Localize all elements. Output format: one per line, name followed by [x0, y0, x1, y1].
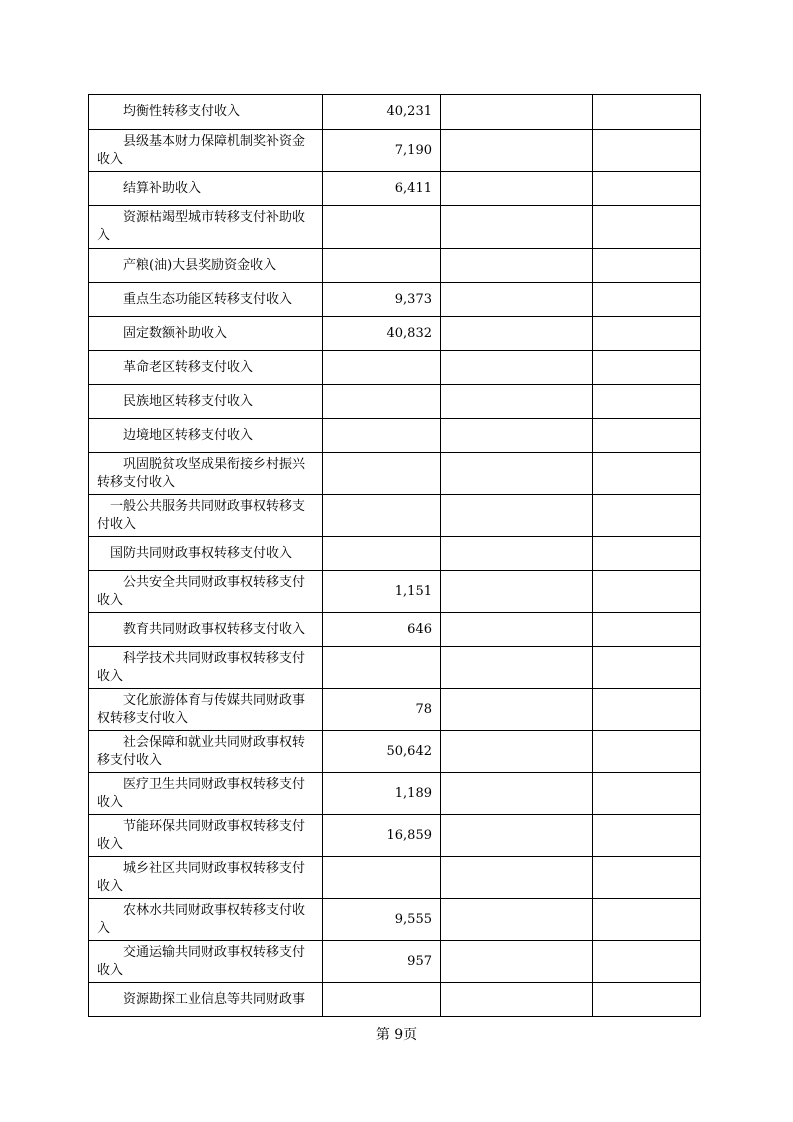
row-value: 7,190 [323, 130, 441, 172]
row-value: 1,151 [323, 571, 441, 613]
page-number: 第 9页 [375, 1027, 418, 1043]
row-label: 均衡性转移支付收入 [89, 95, 323, 130]
empty-cell [593, 731, 701, 773]
empty-cell [441, 537, 593, 571]
empty-cell [593, 941, 701, 983]
row-value: 50,642 [323, 731, 441, 773]
empty-cell [441, 130, 593, 172]
row-label: 医疗卫生共同财政事权转移支付收入 [89, 773, 323, 815]
row-label: 民族地区转移支付收入 [89, 385, 323, 419]
empty-cell [593, 351, 701, 385]
row-label: 一般公共服务共同财政事权转移支付收入 [89, 495, 323, 537]
empty-cell [441, 571, 593, 613]
table-row [89, 130, 701, 172]
table-row [89, 317, 701, 351]
revenue-table [88, 94, 701, 1017]
row-label: 结算补助收入 [89, 172, 323, 206]
empty-cell [441, 941, 593, 983]
empty-cell [441, 283, 593, 317]
empty-cell [441, 731, 593, 773]
empty-cell [593, 857, 701, 899]
empty-cell [593, 537, 701, 571]
row-value [323, 983, 441, 1017]
row-value: 40,231 [323, 95, 441, 130]
empty-cell [441, 172, 593, 206]
empty-cell [441, 351, 593, 385]
empty-cell [593, 283, 701, 317]
row-label: 公共安全共同财政事权转移支付收入 [89, 571, 323, 613]
row-label: 固定数额补助收入 [89, 317, 323, 351]
row-value: 78 [323, 689, 441, 731]
empty-cell [593, 613, 701, 647]
empty-cell [441, 495, 593, 537]
empty-cell [441, 689, 593, 731]
row-value [323, 647, 441, 689]
row-value: 6,411 [323, 172, 441, 206]
row-value [323, 385, 441, 419]
table-row [89, 857, 701, 899]
row-label: 重点生态功能区转移支付收入 [89, 283, 323, 317]
row-value [323, 537, 441, 571]
row-label: 节能环保共同财政事权转移支付收入 [89, 815, 323, 857]
row-label: 交通运输共同财政事权转移支付收入 [89, 941, 323, 983]
empty-cell [593, 453, 701, 495]
row-label: 科学技术共同财政事权转移支付收入 [89, 647, 323, 689]
row-value [323, 453, 441, 495]
row-label: 社会保障和就业共同财政事权转移支付收入 [89, 731, 323, 773]
empty-cell [441, 95, 593, 130]
empty-cell [441, 317, 593, 351]
table-row [89, 571, 701, 613]
table-row [89, 899, 701, 941]
empty-cell [441, 453, 593, 495]
table-body [89, 95, 701, 1017]
row-value [323, 351, 441, 385]
row-value: 9,373 [323, 283, 441, 317]
row-value: 40,832 [323, 317, 441, 351]
table-row [89, 453, 701, 495]
row-value [323, 495, 441, 537]
empty-cell [593, 385, 701, 419]
empty-cell [593, 249, 701, 283]
empty-cell [441, 647, 593, 689]
empty-cell [441, 857, 593, 899]
table-row [89, 249, 701, 283]
row-value: 646 [323, 613, 441, 647]
empty-cell [441, 983, 593, 1017]
empty-cell [593, 815, 701, 857]
row-value: 9,555 [323, 899, 441, 941]
row-label: 县级基本财力保障机制奖补资金收入 [89, 130, 323, 172]
row-value [323, 206, 441, 249]
table-row [89, 419, 701, 453]
empty-cell [441, 385, 593, 419]
row-label: 革命老区转移支付收入 [89, 351, 323, 385]
empty-cell [593, 773, 701, 815]
empty-cell [593, 130, 701, 172]
table-row [89, 283, 701, 317]
table-row [89, 495, 701, 537]
row-label: 城乡社区共同财政事权转移支付收入 [89, 857, 323, 899]
empty-cell [593, 317, 701, 351]
row-value [323, 249, 441, 283]
table-row [89, 172, 701, 206]
row-label: 资源勘探工业信息等共同财政事 [89, 983, 323, 1017]
empty-cell [593, 983, 701, 1017]
empty-cell [441, 419, 593, 453]
row-value: 16,859 [323, 815, 441, 857]
row-value: 1,189 [323, 773, 441, 815]
row-label: 边境地区转移支付收入 [89, 419, 323, 453]
table-row [89, 983, 701, 1017]
table-row [89, 351, 701, 385]
row-label: 产粮(油)大县奖励资金收入 [89, 249, 323, 283]
row-value [323, 857, 441, 899]
empty-cell [593, 495, 701, 537]
empty-cell [441, 249, 593, 283]
empty-cell [593, 419, 701, 453]
row-label: 资源枯竭型城市转移支付补助收入 [89, 206, 323, 249]
table-row [89, 206, 701, 249]
empty-cell [441, 206, 593, 249]
empty-cell [593, 95, 701, 130]
table-row [89, 773, 701, 815]
empty-cell [593, 689, 701, 731]
table-row [89, 385, 701, 419]
row-label: 文化旅游体育与传媒共同财政事权转移支付收入 [89, 689, 323, 731]
table-row [89, 537, 701, 571]
empty-cell [593, 571, 701, 613]
row-label: 国防共同财政事权转移支付收入 [89, 537, 323, 571]
empty-cell [593, 647, 701, 689]
row-label: 教育共同财政事权转移支付收入 [89, 613, 323, 647]
empty-cell [593, 899, 701, 941]
row-label: 巩固脱贫攻坚成果衔接乡村振兴转移支付收入 [89, 453, 323, 495]
empty-cell [441, 773, 593, 815]
table-row [89, 613, 701, 647]
empty-cell [441, 899, 593, 941]
table-row [89, 941, 701, 983]
empty-cell [441, 613, 593, 647]
table-row [89, 731, 701, 773]
table-row [89, 815, 701, 857]
empty-cell [593, 172, 701, 206]
row-value: 957 [323, 941, 441, 983]
row-label: 农林水共同财政事权转移支付收入 [89, 899, 323, 941]
table-row [89, 95, 701, 130]
table-row [89, 689, 701, 731]
empty-cell [593, 206, 701, 249]
empty-cell [441, 815, 593, 857]
table-row [89, 647, 701, 689]
row-value [323, 419, 441, 453]
